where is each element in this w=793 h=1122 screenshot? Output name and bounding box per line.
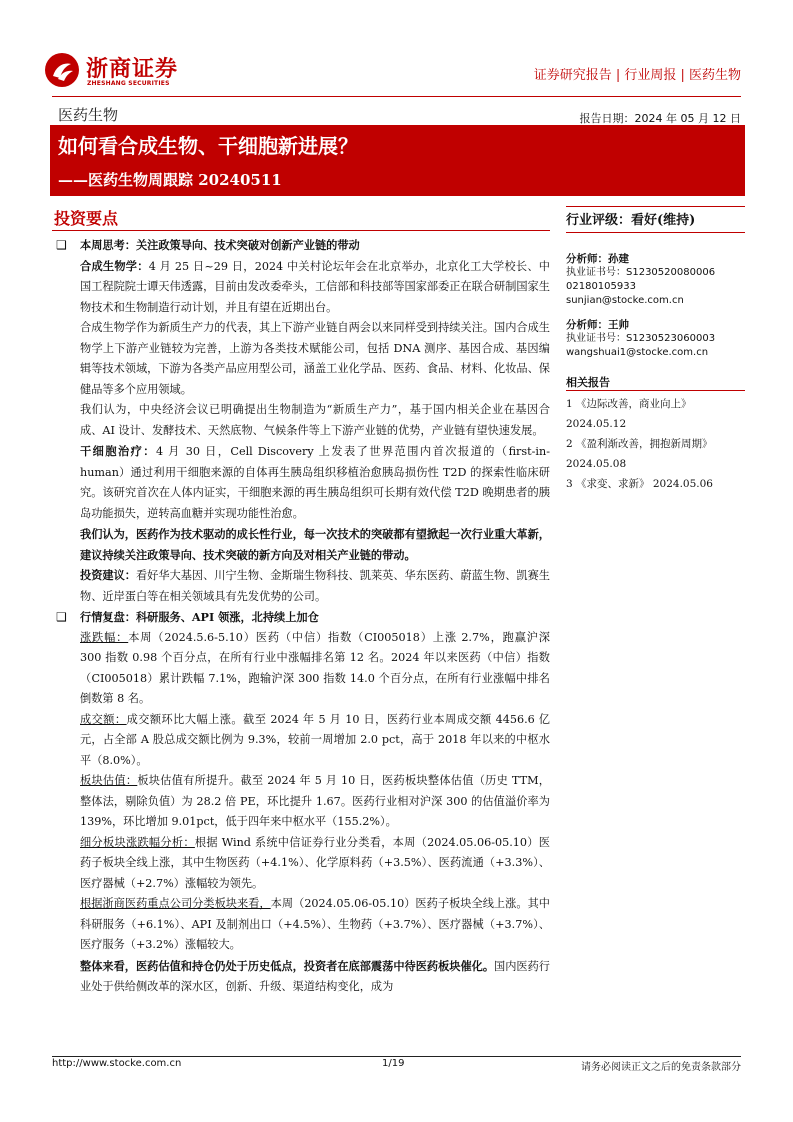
footer-divider (52, 1056, 741, 1057)
paragraph: 投资建议：看好华大基因、川宁生物、金斯瑞生物科技、凯莱英、华东医药、蔚蓝生物、凯赛生物、近岸蛋白等在相关领域具有先发优势的公司。 (80, 568, 550, 603)
analyst-cert: 执业证书号：S1230523060003 (566, 333, 716, 344)
paragraph: 合成生物学：4 月 25 日~29 日，2024 中关村论坛年会在北京举办，北京化工大学校长、中国工程院院士谭天伟透露，目前由发改委牵头，工信部和科技部等国家部委正在联合研制国家生物技术和生物制造行动计划，并且有望在近期出台。 (80, 258, 550, 314)
report-title: 如何看合成生物、干细胞新进展？ (58, 134, 358, 158)
analyst-name: 分析师：孙建 (566, 253, 629, 265)
related-report-item[interactable]: 2 《盈利渐改善，拥抱新周期》 (566, 438, 713, 450)
logo-icon (44, 52, 80, 88)
report-date: 报告日期：2024 年 05 月 12 日 (579, 112, 741, 125)
report-path: 证券研究报告 | 行业周报 | 医药生物 (533, 68, 741, 83)
sector-label: 医药生物 (58, 106, 119, 124)
checkbox-bullet-icon: ❑ (56, 610, 67, 624)
rating-divider-top (566, 206, 745, 207)
header-divider (52, 96, 741, 97)
analyst-1 (566, 252, 745, 308)
paragraph: 涨跌幅：本周（2024.5.6-5.10）医药（中信）指数（CI005018）上涨 2.7%，跑赢沪深 300 指数 0.98 个百分点，在所有行业中涨幅排名第 12 名。2024 年以来医药（中信）指数（CI005018）累计跌幅 7.1%，跑输沪深 300 指数 14.0 个百分点，在所有行业涨幅中排名倒数第 8 名。 (80, 630, 550, 705)
analyst-phone: 02180105933 (566, 281, 636, 292)
logo-subtext: ZHESHANG SECURITIES (87, 80, 170, 87)
paragraph: 我们认为，中央经济会议已明确提出生物制造为“新质生产力”，基于国内相关企业在基因合成、AI 设计、发酵技术、天然底物、气候条件等上下游产业链的优势，产业链有望快速发展。 (80, 403, 550, 437)
related-report-item[interactable]: 3 《求变、求新》 2024.05.06 (566, 478, 713, 490)
paragraph: 整体来看，医药估值和持仓仍处于历史低点，投资者在底部震荡中待医药板块催化。国内医药行业处于供给侧改革的深水区，创新、升级、渠道结构变化，成为 (80, 958, 550, 993)
paragraph: 板块估值：板块估值有所提升。截至 2024 年 5 月 10 日，医药板块整体估值（历史 TTM，整体法，剔除负值）为 28.2 倍 PE，环比提升 1.67。医药行业相对沪深 300 的估值溢价率为 139%，环比增加 9.01pct，低于四年来中枢水平（155.2%）。 (80, 774, 550, 828)
paragraph: 干细胞治疗：4 月 30 日，Cell Discovery 上发表了世界范围内首次报道的（first-in-human）通过利用干细胞来源的自体再生胰岛组织移植治愈胰岛损伤性 T2D 的探索性临床研究。该研究首次在人体内证实，干细胞来源的再生胰岛组织可长期有效代偿 T2D 晚期患者的胰岛功能损失，逆转高血糖并实现功能性治愈。 (80, 444, 550, 520)
rating-divider-bottom (566, 232, 745, 233)
bullet-heading: 本周思考：关注政策导向、技术突破对创新产业链的带动 (80, 238, 360, 252)
bullet-weekly-thoughts (56, 235, 550, 607)
related-report-date: 2024.05.12 (566, 418, 627, 430)
analyst-email[interactable]: sunjian@stocke.com.cn (566, 295, 684, 306)
analyst-cert: 执业证书号：S1230520080006 (566, 267, 716, 278)
analyst-2 (566, 318, 745, 360)
paragraph: 我们认为，医药作为技术驱动的成长性行业，每一次技术的突破都有望掀起一次行业重大革新，建议持续关注政策导向、技术突破的新方向及对相关产业链的带动。 (80, 527, 550, 562)
logo-text: 浙商证券 (86, 57, 179, 82)
related-reports-list (566, 394, 745, 494)
related-reports-title: 相关报告 (566, 376, 610, 389)
related-report-date: 2024.05.08 (566, 458, 627, 470)
paragraph: 根据浙商医药重点公司分类板块来看，本周（2024.05.06-05.10）医药子板块全线上涨。其中科研服务（+6.1%）、API 及制剂出口（+4.5%）、生物药（+3.7%）、医疗器械（+3.7%）、医疗服务（+3.2%）涨幅较大。 (80, 897, 550, 951)
paragraph: 细分板块涨跌幅分析：根据 Wind 系统中信证券行业分类看，本周（2024.05.06-05.10）医药子板块全线上涨，其中生物医药（+4.1%）、化学原料药（+3.5%）、医药流通（+3.3%）、医疗器械（+2.7%）涨幅较为领先。 (80, 835, 550, 890)
paragraph: 成交额：成交额环比大幅上涨。截至 2024 年 5 月 10 日，医药行业本周成交额 4456.6 亿元，占全部 A 股总成交额比例为 9.3%，较前一周增加 2.0 pct，高于 2018 年以来的中枢水平（8.0%）。 (80, 712, 550, 767)
section-title: 投资要点 (54, 209, 119, 228)
main-content (56, 235, 550, 998)
footer-disclaimer: 请务必阅读正文之后的免责条款部分 (581, 1062, 741, 1073)
section-divider (52, 230, 550, 231)
related-report-item[interactable]: 1 《边际改善，商业向上》 (566, 398, 692, 410)
bullet-market-review (56, 607, 550, 998)
bullet-heading: 行情复盘：科研服务、API 领涨，北持续上加仓 (80, 610, 319, 624)
page-number: 1/19 (382, 1058, 405, 1069)
report-subtitle: ——医药生物周跟踪 20240511 (58, 171, 282, 189)
analyst-name: 分析师：王帅 (566, 319, 629, 331)
paragraph: 合成生物学作为新质生产力的代表，其上下游产业链自两会以来同样受到持续关注。国内合成生物学上下游产业链较为完善，上游为各类技术赋能公司，包括 DNA 测序、基因合成、基因编辑等技术领域，下游为各类产品应用型公司，涵盖工业化学品、医药、食品、材料、化妆品、保健品等多个应用领域。 (80, 321, 550, 396)
industry-rating: 行业评级：看好(维持) (566, 213, 696, 228)
analyst-email[interactable]: wangshuai1@stocke.com.cn (566, 347, 709, 358)
related-divider (566, 390, 745, 391)
checkbox-bullet-icon: ❑ (56, 238, 67, 252)
footer-url[interactable]: http://www.stocke.com.cn (52, 1058, 182, 1069)
